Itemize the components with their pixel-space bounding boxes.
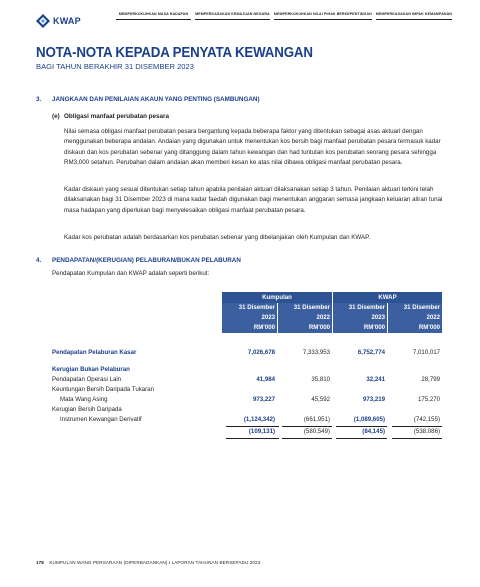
cell-kumpulan-2023: (1,124,342)	[243, 416, 275, 423]
cell-kwap-2022: 7,010,017	[412, 349, 440, 356]
cell-kumpulan-2023: 41,984	[256, 376, 275, 383]
table-row-mata-wang-asing	[52, 395, 442, 405]
nav-item-kemajuan-negara[interactable]: MEMPERKASAKAN KEMAJUAN NEGARA	[195, 12, 270, 20]
cell-kwap-2023: (84,145)	[362, 428, 385, 435]
page-subtitle: BAGI TAHUN BERAKHIR 31 DISEMBER 2023	[36, 62, 194, 71]
section-4-heading: PENDAPATAN/(KERUGIAN) PELABURAN/BUKAN PELABURAN	[52, 257, 241, 264]
column-header-date: 31 Disember	[403, 304, 440, 311]
section-3-heading: JANGKAAN DAN PENILAIAN AKAUN YANG PENTING (SAMBUNGAN)	[52, 96, 260, 103]
total-rule	[336, 438, 387, 439]
group-header-kumpulan: Kumpulan	[222, 292, 332, 303]
total-rule	[282, 438, 332, 439]
column-header-unit: RM'000	[253, 324, 275, 331]
row-label: Pendapatan Pelaburan Kasar	[52, 349, 137, 356]
group-header-kwap: KWAP	[333, 292, 442, 303]
total-rule	[392, 438, 442, 439]
cell-kumpulan-2023: (109,131)	[248, 428, 275, 435]
table-row-instrumen-derivatif	[52, 415, 442, 425]
cell-kumpulan-2022: (661,951)	[303, 416, 330, 423]
total-rule	[226, 438, 279, 439]
table-row-pendapatan-operasi-lain	[52, 375, 442, 385]
cell-kwap-2022: (538,086)	[413, 428, 440, 435]
cell-kwap-2023: 32,241	[366, 376, 385, 383]
page-footer	[36, 560, 260, 565]
page-number: 178	[36, 560, 44, 565]
cell-kumpulan-2022: (580,549)	[303, 428, 330, 435]
row-label: Kerugian Bukan Pelaburan	[52, 366, 130, 373]
row-label: Kerugian Bersih Daripada	[52, 406, 122, 413]
section-4-number: 4.	[36, 257, 42, 264]
paragraph-discount-rate: Kadar diskaun yang sesuai ditentukan setiap tahun apabila penilaian aktuari dilaksanakan setiap 3 tahun. Penilaian aktuari terkini telah dilaksanakan bagi 31 Disember 2023 di mana kadar faedah digunakan bagi menentukan anggaran semasa jangkaan keluaran aliran tunai masa hadapan yang diperlukan bagi menyelesaikan obligasi manfaat perubatan pesara.	[64, 186, 443, 214]
paragraph-medical-cost: Kadar kos perubatan adalah berdasarkan kos perubatan sebenar yang dibelanjakan oleh Kumpulan dan KWAP.	[64, 234, 371, 241]
column-header-date: 31 Disember	[293, 304, 330, 311]
cell-kwap-2022: 175,270	[417, 396, 440, 403]
column-header-year: 2023	[261, 314, 275, 321]
column-header-year: 2022	[316, 314, 330, 321]
column-header-date: 31 Disember	[238, 304, 275, 311]
table-row-keuntungan-tukaran	[52, 385, 442, 395]
column-header-date: 31 Disember	[348, 304, 385, 311]
column-header-year: 2023	[371, 314, 385, 321]
section-3-number: 3.	[36, 96, 42, 103]
paragraph-assumptions: Nilai semasa obligasi manfaat perubatan pesara bergantung kepada beberapa faktor yang ditentukan sebagai asas aktuari dengan menggunakan beberapa andaian. Andaian yang digunakan untuk menentukan kos bersih bagi manfaat perubatan pesara termasuk kadar diskaun dan kos perubatan sebenar yang ditanggung dalam tahun kewangan dan had tuntutan kos perubatan seorang pesara sehingga RM3,000 setahun. Perubahan dalam andaian akan memberi kesan ke atas nilai dibawa obligasi manfaat perubatan pesara.	[64, 128, 441, 166]
cell-kumpulan-2022: 35,810	[311, 376, 330, 383]
subsection-e-heading: Obligasi manfaat perubatan pesara	[64, 113, 169, 120]
cell-kwap-2023: 6,752,774	[357, 349, 385, 356]
column-header-year: 2022	[426, 314, 440, 321]
table-row-pendapatan-pelaburan-kasar	[52, 348, 442, 358]
cell-kumpulan-2023: 973,227	[252, 396, 275, 403]
top-navigation	[114, 12, 454, 20]
cell-kumpulan-2022: 7,333,953	[302, 349, 330, 356]
nav-item-impak-kemampanan[interactable]: MEMPERKASAKAN IMPAK KEMAMPANAN	[376, 12, 452, 20]
logo-text: KWAP	[53, 16, 81, 26]
section-4-intro: Pendapatan Kumpulan dan KWAP adalah seperti berikut:	[52, 270, 210, 277]
column-header-unit: RM'000	[363, 324, 385, 331]
cell-kumpulan-2023: 7,026,678	[247, 349, 275, 356]
table-row-total	[52, 427, 442, 437]
column-header-unit: RM'000	[308, 324, 330, 331]
footer-text: KUMPULAN WANG PERSARAAN (DIPERBADANKAN) I LAPORAN TAHUNAN BERSEPADU 2023	[49, 560, 261, 565]
row-label: Instrumen Kewangan Derivatif	[60, 416, 142, 423]
subsection-e-label: (e)	[52, 113, 60, 120]
kwap-logo-icon	[36, 14, 50, 28]
column-header-kwap-2023	[333, 303, 387, 333]
kwap-logo	[36, 12, 96, 30]
table-row-kerugian-bukan-pelaburan	[52, 365, 442, 375]
table-row-kerugian-bersih	[52, 405, 442, 415]
column-header-kumpulan-2022	[278, 303, 332, 333]
row-label: Mata Wang Asing	[60, 396, 108, 403]
row-label: Keuntungan Bersih Daripada Tukaran	[52, 386, 154, 393]
page-title: NOTA-NOTA KEPADA PENYATA KEWANGAN	[36, 45, 313, 61]
column-header-kwap-2022	[388, 303, 442, 333]
nav-item-pihak-berkepentingan[interactable]: MEMPERKUKUHKAN NILAI PIHAK BERKEPENTINGAN	[274, 12, 372, 20]
column-header-unit: RM'000	[418, 324, 440, 331]
cell-kwap-2023: 973,219	[362, 396, 385, 403]
column-header-kumpulan-2023	[222, 303, 277, 333]
nav-item-masa-hadapan[interactable]: MEMPERKUKUHKAN MASA HADAPAN	[116, 12, 191, 20]
cell-kwap-2022: (742,155)	[413, 416, 440, 423]
cell-kumpulan-2022: 45,592	[311, 396, 330, 403]
row-label: Pendapatan Operasi Lain	[52, 376, 122, 383]
cell-kwap-2022: 28,799	[421, 376, 440, 383]
cell-kwap-2023: (1,089,605)	[353, 416, 385, 423]
